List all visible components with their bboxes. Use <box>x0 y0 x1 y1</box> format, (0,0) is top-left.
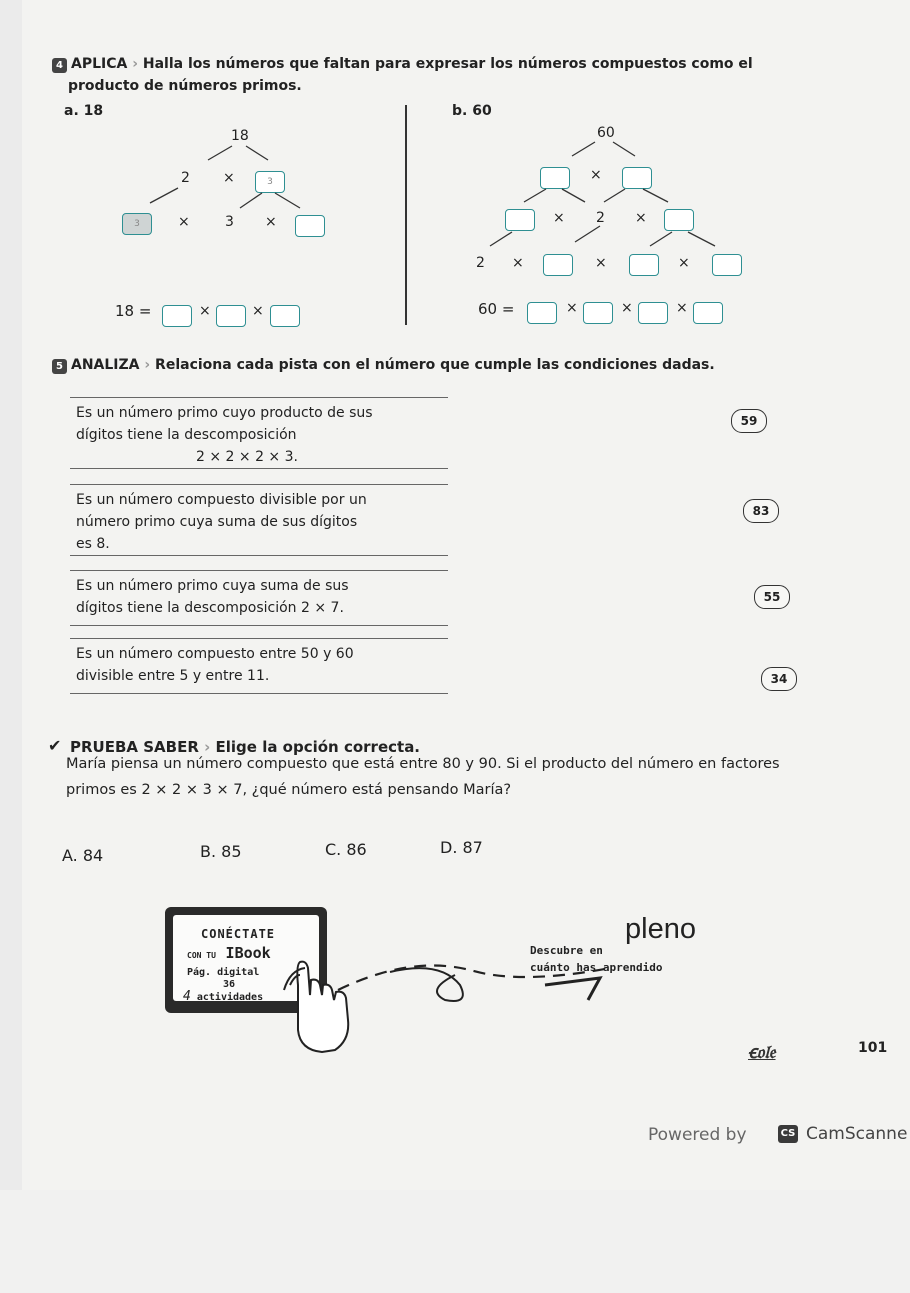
ex5-title: ANALIZA <box>71 357 140 373</box>
background-surface <box>0 1190 910 1293</box>
conectate-title: CONÉCTATE <box>201 927 276 941</box>
saber-question-line1: María piensa un número compuesto que está entre 80 y 90. Si el producto del número en factores <box>66 756 780 772</box>
tree-a-root: 18 <box>231 128 249 144</box>
ex5-instruction: Relaciona cada pista con el número que cumple las condiciones dadas. <box>155 357 715 373</box>
times-sign: × <box>590 167 602 183</box>
camscanner-text: CamScanne <box>806 1124 908 1144</box>
number-option-55[interactable]: 55 <box>754 585 790 609</box>
times-sign: × <box>178 214 190 230</box>
times-sign: × <box>265 214 277 230</box>
tree-b-factor-2: 2 <box>596 210 605 226</box>
pag-digital-number: 36 <box>223 979 236 990</box>
option-a[interactable]: A. 84 <box>62 846 104 865</box>
tree-b-root: 60 <box>597 125 615 141</box>
clue-text: número primo cuya suma de sus dígitos <box>76 514 358 530</box>
times-sign: × <box>252 303 264 319</box>
number-option-59[interactable]: 59 <box>731 409 767 433</box>
part-a-label: a. 18 <box>64 103 104 119</box>
clue-text: dígitos tiene la descomposición <box>76 427 297 443</box>
saber-header: PRUEBA SABER › Elige la opción correcta. <box>70 738 421 756</box>
ex5-header: 5 ANALIZA › Relaciona cada pista con el número que cumple las condiciones dadas. <box>52 357 715 374</box>
ex4-instruction-line2: producto de números primos. <box>68 78 302 94</box>
clue-text: Es un número primo cuya suma de sus <box>76 578 349 594</box>
check-icon: ✔ <box>48 736 62 755</box>
times-sign: × <box>512 255 524 271</box>
part-b-label: b. 60 <box>452 103 492 119</box>
times-sign: × <box>595 255 607 271</box>
ex4-header: 4 APLICA › Halla los números que faltan para expresar los números compuestos como el <box>52 56 753 73</box>
saber-question-line2: primos es 2 × 2 × 3 × 7, ¿qué número está pensando María? <box>66 782 512 798</box>
hand-shape <box>297 962 348 1052</box>
option-d[interactable]: D. 87 <box>440 838 483 857</box>
descubre-label: Descubre en <box>530 944 603 957</box>
times-sign: × <box>676 300 688 316</box>
option-c[interactable]: C. 86 <box>325 840 367 859</box>
ex4-title: APLICA <box>71 56 128 72</box>
answer-box-a1[interactable]: 3 <box>255 171 285 193</box>
number-option-83[interactable]: 83 <box>743 499 779 523</box>
cuanto-label: cuánto has aprendido <box>530 961 663 974</box>
pleno-logo: pleno <box>625 913 696 945</box>
times-sign: × <box>635 210 647 226</box>
tree-b-factor-2b: 2 <box>476 255 485 271</box>
page-ornament: ꞓ𝔬𝔩𝔢 <box>748 1042 776 1063</box>
times-sign: × <box>553 210 565 226</box>
ex4-number-badge: 4 <box>52 58 67 73</box>
page-number: 101 <box>858 1040 888 1056</box>
times-sign: × <box>199 303 211 319</box>
clue-text: 2 × 2 × 2 × 3. <box>196 449 298 465</box>
con-tu-label: CON TU <box>187 951 216 960</box>
pag-digital-label: Pág. digital <box>187 967 260 978</box>
actividades-label: actividades <box>196 992 264 1003</box>
tree-a-factor-2: 2 <box>181 170 190 186</box>
clue-text: Es un número compuesto divisible por un <box>76 492 367 508</box>
ex5-number-badge: 5 <box>52 359 67 374</box>
clue-text: Es un número compuesto entre 50 y 60 <box>76 646 354 662</box>
number-option-34[interactable]: 34 <box>761 667 797 691</box>
arrow-icon <box>545 978 600 1000</box>
times-sign: × <box>566 300 578 316</box>
clue-text: es 8. <box>76 536 110 552</box>
eq-a-lhs: 18 = <box>115 302 152 320</box>
times-sign: × <box>621 300 633 316</box>
option-b[interactable]: B. 85 <box>200 842 242 861</box>
powered-by-text: Powered by <box>648 1125 747 1145</box>
saber-instruction: Elige la opción correcta. <box>215 738 421 756</box>
dashed-loop <box>390 968 463 1001</box>
tree-a-factor-3: 3 <box>225 214 234 230</box>
clue-text: dígitos tiene la descomposición 2 × 7. <box>76 600 344 616</box>
eq-b-lhs: 60 = <box>478 300 515 318</box>
clue-text: Es un número primo cuyo producto de sus <box>76 405 373 421</box>
times-sign: × <box>678 255 690 271</box>
times-sign: × <box>223 170 235 186</box>
actividades-count: 4 <box>183 989 191 1004</box>
answer-box-a2[interactable]: 3 <box>122 213 152 235</box>
camscanner-logo-icon: CS <box>778 1125 798 1143</box>
clue-text: divisible entre 5 y entre 11. <box>76 668 270 684</box>
ex4-instruction-line1: Halla los números que faltan para expresar los números compuestos como el <box>142 56 753 72</box>
ibook-label: IBook <box>225 944 271 962</box>
saber-title: PRUEBA SABER <box>70 738 199 756</box>
